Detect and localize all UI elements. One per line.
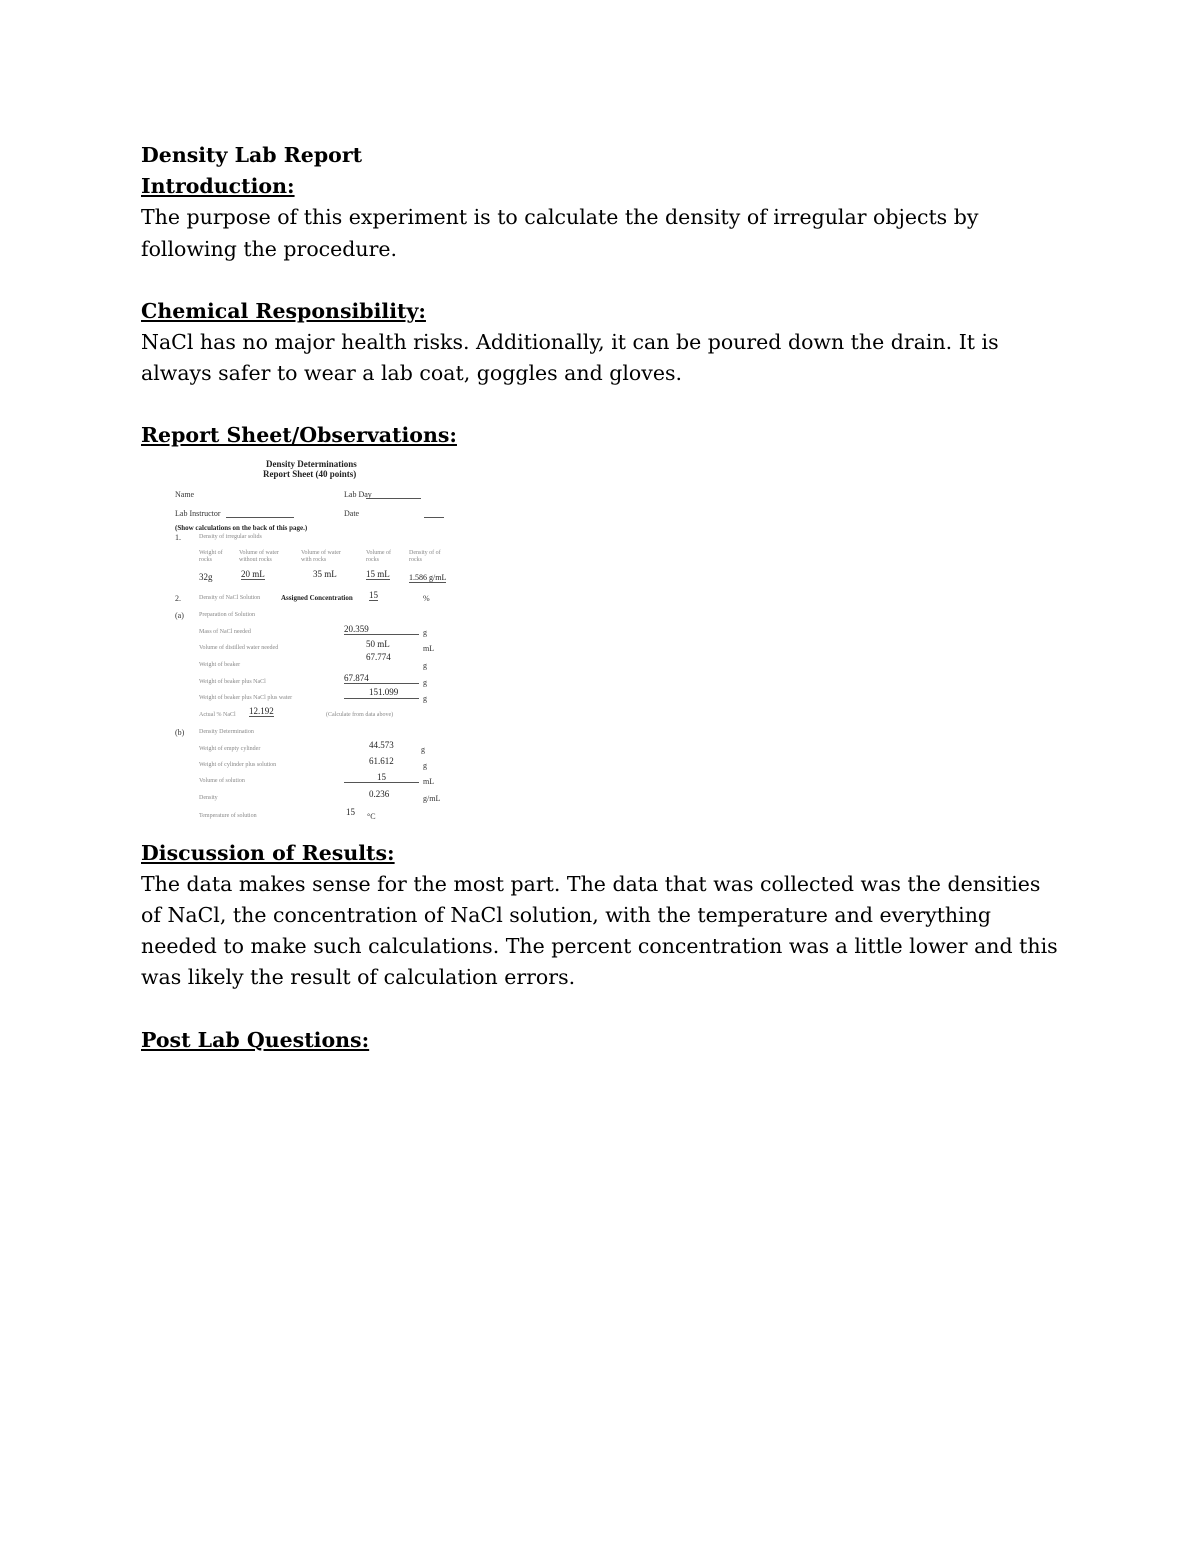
sheet-b5-value: 15	[346, 806, 355, 817]
sheet-a4-unit: g	[423, 677, 427, 687]
sheet-row-v2: 20 mL	[241, 568, 265, 579]
sheet-b4-unit: g/mL	[423, 793, 441, 803]
report-heading: Report Sheet/Observations:	[141, 423, 457, 448]
sheet-note: (Show calculations on the back of this page.)	[175, 523, 308, 532]
sheet-a4-label: Weight of beaker plus NaCl	[199, 678, 266, 685]
introduction-text: The purpose of this experiment is to calculate the density of irregular objects by following the procedure.	[141, 205, 979, 261]
sheet-a2-unit: mL	[423, 643, 435, 653]
sheet-a3-unit: g	[423, 660, 427, 670]
discussion-text: The data makes sense for the most part. The data that was collected was the densities of NaCl, the concentration of NaCl solution, with the temperature and everything needed to make such calculations. The percent concentration was a little lower and this was likely the result of calculation errors.	[141, 871, 1058, 990]
sheet-a4-value: 67.874	[344, 674, 419, 684]
sheet-a3-value: 67.774	[366, 651, 391, 662]
sheet-s2-unit: %	[423, 593, 430, 603]
sheet-b2-label: Weight of cylinder plus solution	[199, 761, 277, 768]
sheet-sb-num: (b)	[175, 727, 185, 737]
sheet-b5-unit: °C	[367, 811, 376, 821]
sheet-b1-unit: g	[421, 744, 425, 754]
sheet-col3: Volume of water with rocks	[301, 549, 341, 563]
sheet-b3-value: 15	[344, 773, 419, 783]
spacer	[141, 389, 1061, 420]
chemical-text: NaCl has no major health risks. Additionally, it can be poured down the drain. It is always safer to wear a lab coat, goggles and gloves.	[141, 330, 999, 386]
sheet-col5: Density of of rocks	[409, 549, 441, 563]
document-content	[141, 140, 1061, 1056]
sheet-a2-value: 50 mL	[366, 638, 390, 649]
spacer	[141, 828, 1061, 838]
sheet-instructor-label: Lab Instructor	[175, 508, 221, 518]
sheet-a6-note: (Calculate from data above)	[326, 711, 394, 718]
sheet-row-v4: 15 mL	[366, 568, 390, 579]
sheet-date-line	[424, 509, 444, 518]
post-lab-heading: Post Lab Questions:	[141, 1027, 370, 1052]
sheet-s2-assigned: Assigned Concentration	[281, 593, 353, 602]
discussion-heading: Discussion of Results:	[141, 840, 395, 865]
sheet-s2-value: 15	[369, 589, 378, 600]
sheet-labday-label: Lab Day	[344, 489, 372, 499]
sheet-row-v5: 1.586 g/mL	[409, 572, 447, 582]
sheet-s1-num: 1.	[175, 532, 181, 542]
sheet-a1-value: 20.359	[344, 625, 419, 635]
sheet-a3-label: Weight of beaker	[199, 661, 241, 668]
sheet-subtitle: Report Sheet (40 points)	[263, 468, 357, 479]
sheet-a2-label: Volume of distilled water needed	[199, 644, 279, 651]
sheet-b1-value: 44.573	[369, 739, 394, 750]
sheet-sa-title: Preparation of Solution	[199, 611, 255, 618]
sheet-date-label: Date	[344, 508, 360, 518]
sheet-a5-unit: g	[423, 693, 427, 703]
sheet-b3-label: Volume of solution	[199, 777, 245, 784]
sheet-b3-unit: mL	[423, 776, 435, 786]
sheet-row-v1: 32g	[199, 571, 213, 582]
sheet-b2-unit: g	[423, 760, 427, 770]
spacer	[141, 265, 1061, 296]
sheet-a1-label: Mass of NaCl needed	[199, 628, 251, 635]
spacer	[141, 994, 1061, 1025]
sheet-col1: Weight of rocks	[199, 549, 223, 563]
sheet-a6-value: 12.192	[249, 705, 274, 716]
sheet-name-label: Name	[175, 489, 195, 499]
sheet-instructor-line	[226, 509, 294, 518]
sheet-b5-label: Temperature of solution	[199, 812, 257, 819]
report-sheet-image	[141, 458, 461, 828]
sheet-a5-label: Weight of beaker plus NaCl plus water	[199, 694, 293, 701]
introduction-heading: Introduction:	[141, 174, 295, 199]
sheet-sb-title: Density Determination	[199, 728, 254, 735]
sheet-s2-num: 2.	[175, 593, 181, 603]
sheet-s2-title: Density of NaCl Solution	[199, 594, 261, 601]
sheet-title: Density Determinations	[266, 458, 357, 469]
sheet-a5-line	[344, 686, 419, 699]
sheet-a5-value: 151.099	[369, 686, 399, 697]
document-title: Density Lab Report	[141, 143, 363, 167]
sheet-labday-line	[366, 490, 421, 499]
sheet-sa-num: (a)	[175, 610, 184, 620]
sheet-col2: Volume of water without rocks	[239, 549, 279, 563]
chemical-heading: Chemical Responsibility:	[141, 298, 426, 323]
sheet-row-v3: 35 mL	[313, 568, 337, 579]
sheet-a1-unit: g	[423, 627, 427, 637]
sheet-s1-title: Density of irregular solids	[199, 533, 262, 540]
sheet-b4-value: 0.236	[369, 788, 390, 799]
sheet-b1-label: Weight of empty cylinder	[199, 745, 261, 752]
sheet-col4: Volume of rocks	[366, 549, 392, 563]
sheet-b4-label: Density	[199, 794, 218, 801]
sheet-a6-label: Actual % NaCl	[199, 711, 236, 718]
sheet-b2-value: 61.612	[369, 755, 394, 766]
